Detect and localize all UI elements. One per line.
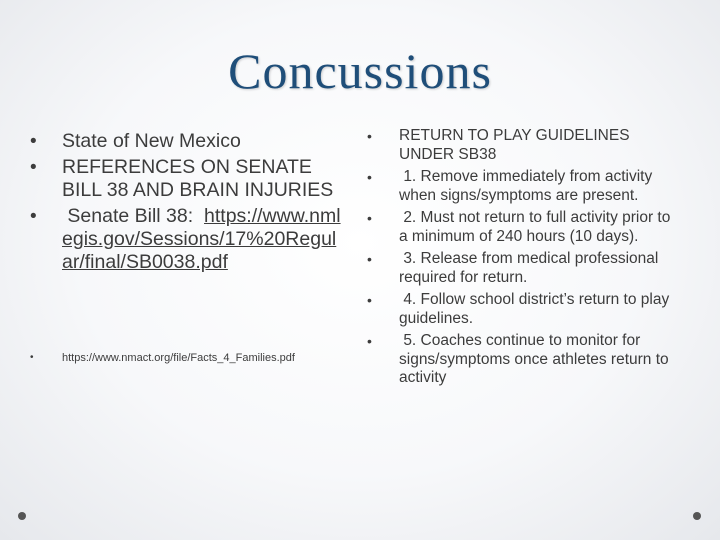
bullet-icon: •	[30, 131, 37, 152]
corner-dot	[693, 512, 701, 520]
senate-bill-link[interactable]: https://www.nmlegis.gov/Sessions/17%20Regular/final/SB0038.pdf	[62, 205, 341, 273]
item-text: 1. Remove immediately from activity when signs/symptoms are present.	[399, 168, 657, 204]
bullet-icon: •	[367, 210, 372, 226]
slide-title: Concussions	[228, 43, 492, 99]
item-text: 4. Follow school district’s return to play guidelines.	[399, 291, 674, 327]
right-bullet-item	[360, 209, 680, 246]
right-bullet-item	[360, 250, 680, 287]
right-column	[360, 127, 680, 392]
item-text: 2. Must not return to full activity prior to a minimum of 240 hours (10 days).	[399, 209, 675, 245]
right-bullet-item	[360, 127, 680, 164]
left-bullet-item	[24, 130, 344, 153]
bullet-icon: •	[367, 333, 372, 349]
item-text: Senate Bill 38:	[62, 205, 199, 227]
bullet-icon: •	[367, 251, 372, 267]
corner-dot	[18, 512, 26, 520]
bullet-icon: •	[367, 169, 372, 185]
bullet-icon: •	[30, 352, 34, 363]
item-text: State of New Mexico	[62, 130, 241, 152]
bullet-icon: •	[30, 206, 37, 227]
bullet-icon: •	[30, 157, 37, 178]
right-bullet-item	[360, 291, 680, 328]
left-bullet-item	[24, 205, 344, 274]
facts-link[interactable]: https://www.nmact.org/file/Facts_4_Families.pdf	[62, 352, 295, 364]
left-column	[24, 130, 344, 368]
item-text: REFERENCES ON SENATE BILL 38 AND BRAIN INJURIES	[62, 156, 334, 201]
item-text: RETURN TO PLAY GUIDELINES UNDER SB38	[399, 127, 630, 163]
right-bullet-item	[360, 332, 680, 388]
item-text: 3. Release from medical professional required for return.	[399, 250, 663, 286]
right-bullet-item	[360, 168, 680, 205]
left-bullet-item	[24, 156, 344, 202]
bullet-icon: •	[367, 292, 372, 308]
left-bullet-item	[24, 351, 344, 365]
item-text: 5. Coaches continue to monitor for signs/symptoms once athletes return to activity	[399, 332, 673, 386]
bullet-icon: •	[367, 128, 372, 144]
